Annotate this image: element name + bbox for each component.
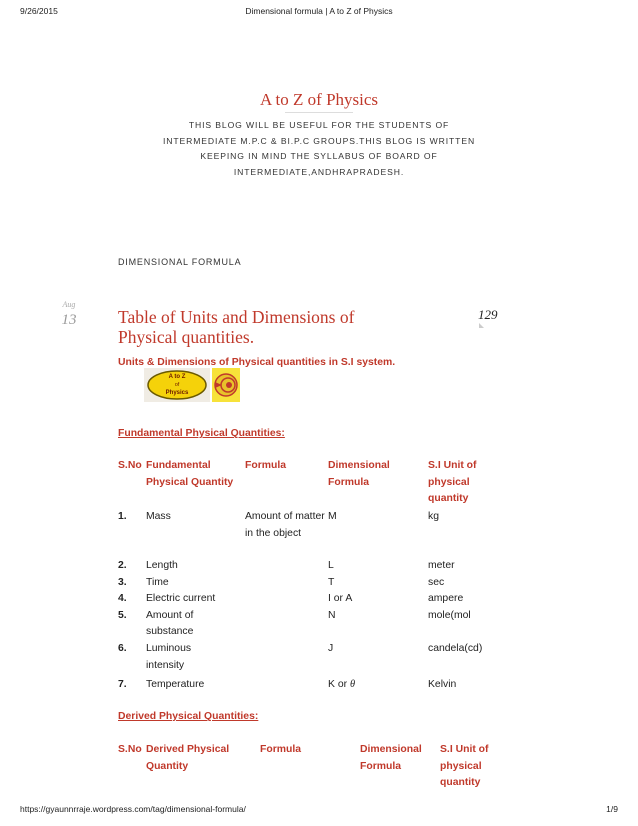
post-title[interactable]: Table of Units and Dimensions of Physical quantities. bbox=[118, 307, 355, 347]
site-tagline: THIS BLOG WILL BE USEFUL FOR THE STUDENTS OF INTERMEDIATE M.P.C & BI.P.C GROUPS.THIS BLOG IS WRITTEN KEEPING IN MIND THE SYLLABUS OF BOARD OF INTERMEDIATE,ANDHRAPRADESH. bbox=[162, 120, 476, 177]
row-quantity: Time bbox=[146, 576, 169, 588]
row-unit: ampere bbox=[428, 593, 464, 604]
site-title[interactable]: A to Z of Physics bbox=[259, 90, 379, 109]
row-dimension bbox=[328, 677, 355, 694]
print-page-number: 1/9 bbox=[606, 804, 618, 814]
print-date: 9/26/2015 bbox=[20, 6, 58, 16]
logo-text-line2: of bbox=[174, 382, 180, 388]
row-quantity: Mass bbox=[146, 511, 171, 522]
title-divider bbox=[285, 112, 353, 113]
print-header bbox=[20, 6, 618, 18]
post-date-month: Aug bbox=[62, 300, 76, 309]
row-formula: Amount of matter in the object bbox=[245, 511, 325, 539]
comment-bubble-tail bbox=[479, 323, 484, 328]
row-unit: mole(mol bbox=[428, 609, 471, 621]
row-sno: 5. bbox=[118, 609, 127, 621]
header-quantity: Fundamental Physical Quantity bbox=[146, 460, 234, 488]
fundamental-table bbox=[118, 458, 518, 698]
header-dimension: Dimensional Formula bbox=[360, 744, 422, 772]
row-unit: kg bbox=[428, 511, 439, 522]
derived-heading: Derived Physical Quantities: bbox=[118, 711, 259, 722]
header-formula: Formula bbox=[260, 744, 301, 755]
print-url[interactable]: https://gyaunnrraje.wordpress.com/tag/dimensional-formula/ bbox=[20, 804, 246, 814]
comment-count[interactable]: 129 bbox=[478, 307, 498, 322]
row-quantity: Length bbox=[146, 560, 178, 571]
row-dimension: M bbox=[328, 511, 337, 522]
header-sno: S.No bbox=[118, 460, 142, 471]
header-quantity: Derived Physical Quantity bbox=[146, 744, 230, 772]
row-dimension-text: K or bbox=[328, 679, 348, 690]
logo-text-line1: A to Z bbox=[168, 374, 186, 380]
theta-symbol: θ bbox=[349, 679, 356, 690]
header-sno: S.No bbox=[118, 744, 142, 755]
print-page-title: Dimensional formula | A to Z of Physics bbox=[245, 6, 393, 16]
row-quantity: Luminous intensity bbox=[146, 643, 192, 671]
row-unit: meter bbox=[428, 560, 455, 571]
row-sno: 4. bbox=[118, 593, 127, 604]
row-unit: sec bbox=[428, 576, 445, 588]
post-date-day: 13 bbox=[61, 312, 77, 328]
row-unit: candela(cd) bbox=[428, 643, 483, 654]
print-footer bbox=[20, 804, 618, 816]
row-quantity: Temperature bbox=[146, 679, 205, 690]
row-sno: 6. bbox=[118, 643, 127, 654]
row-quantity: Amount of substance bbox=[146, 609, 194, 637]
row-dimension: T bbox=[328, 576, 335, 588]
archive-heading: DIMENSIONAL FORMULA bbox=[118, 257, 242, 267]
header-dimension: Dimensional Formula bbox=[328, 460, 390, 488]
row-sno: 2. bbox=[118, 560, 127, 571]
row-dimension: N bbox=[328, 609, 336, 621]
header-unit: S.I Unit of physical quantity bbox=[440, 744, 489, 788]
post-logo-image bbox=[144, 368, 240, 402]
row-sno: 7. bbox=[118, 679, 127, 690]
fundamental-heading: Fundamental Physical Quantities: bbox=[118, 428, 285, 439]
header-formula: Formula bbox=[245, 460, 286, 471]
row-sno: 3. bbox=[118, 576, 127, 588]
post-subtitle: Units & Dimensions of Physical quantities in S.I system. bbox=[118, 357, 396, 368]
row-dimension: J bbox=[328, 643, 334, 654]
row-dimension: L bbox=[328, 560, 334, 571]
row-unit: Kelvin bbox=[428, 679, 457, 690]
logo-text-line3: Physics bbox=[165, 390, 189, 396]
row-quantity: Electric current bbox=[146, 593, 216, 604]
header-unit: S.I Unit of physical quantity bbox=[428, 460, 477, 504]
row-dimension: I or A bbox=[328, 593, 353, 604]
row-sno: 1. bbox=[118, 511, 127, 522]
post-date bbox=[56, 300, 82, 329]
derived-table bbox=[118, 742, 518, 796]
